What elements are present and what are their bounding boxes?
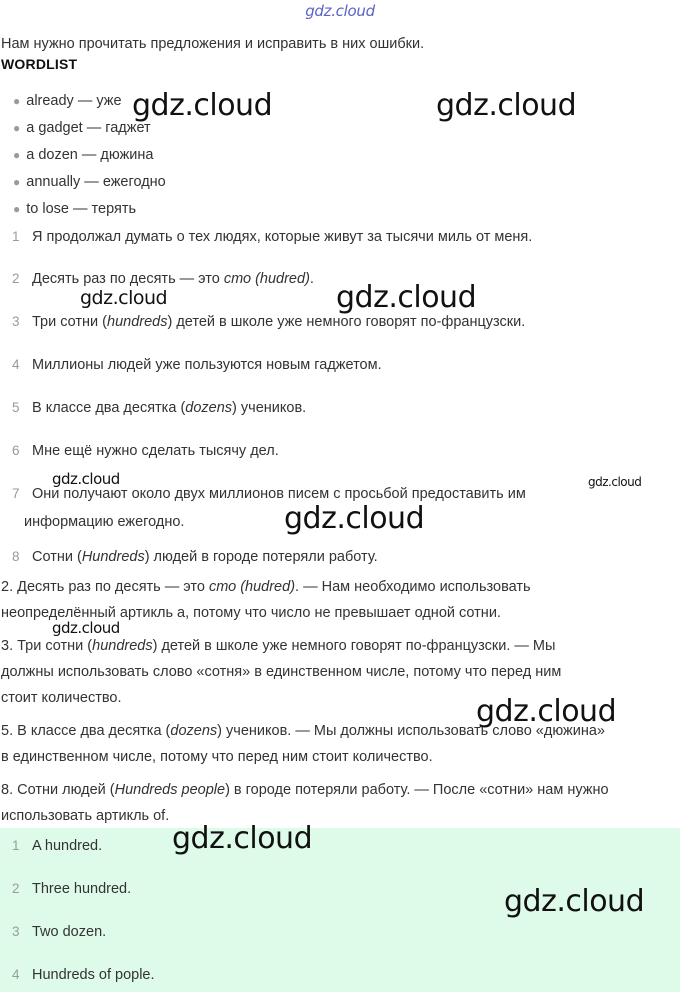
sentence-text: Миллионы людей уже пользуются новым гаджетом. [32,357,382,373]
watermark: gdz.cloud [52,470,120,488]
wordlist-item: ● annually — ежегодно [13,174,166,190]
wordlist-item: ● already — уже [13,93,122,109]
sentence-number: 5 [12,400,20,415]
explanation-line: 2. Десять раз по десять — это сто (hudred). — Нам необходимо использовать [1,579,531,595]
sentence-number: 7 [12,486,20,501]
explanation-line: должны использовать слово «сотня» в единственном числе, потому что перед ним [1,664,562,680]
wordlist-item: ● a dozen — дюжина [13,147,154,163]
sentence-text: Мне ещё нужно сделать тысячу дел. [32,443,279,459]
explanation-line: стоит количество. [1,690,122,706]
watermark: gdz.cloud [436,88,577,123]
bullet-icon: ● [13,94,21,108]
watermark: gdz.cloud [132,88,273,123]
watermark: gdz.cloud [504,884,645,919]
sentence-number: 6 [12,443,20,458]
explanation-line: в единственном числе, потому что перед ним стоит количество. [1,749,433,765]
answer-text: A hundred. [32,838,103,854]
answer-number: 4 [12,967,20,982]
answer-text: Three hundred. [32,881,132,897]
watermark: gdz.cloud [80,287,168,309]
explanation-line: 8. Сотни людей (Hundreds people) в городе потеряли работу. — После «сотни» нам нужно [1,782,609,798]
sentence-text: Сотни (Hundreds) людей в городе потеряли работу. [32,549,378,565]
answer-text: Two dozen. [32,924,107,940]
sentence-text: Десять раз по десять — это сто (hudred). [32,271,314,287]
sentence-number: 8 [12,549,20,564]
watermark: gdz.cloud [336,280,477,315]
sentence-number: 1 [12,229,20,244]
explanation-line: 5. В классе два десятка (dozens) учеников. — Мы должны использовать слово «дюжина» [1,723,605,739]
answer-number: 2 [12,881,20,896]
intro-text: Нам нужно прочитать предложения и исправить в них ошибки. [1,36,425,52]
answer-number: 1 [12,838,20,853]
wordlist-heading: WORDLIST [1,56,78,72]
wordlist-item: ● to lose — терять [13,201,137,217]
sentence-number: 2 [12,271,20,286]
sentence-number: 4 [12,357,20,372]
sentence-number: 3 [12,314,20,329]
bullet-icon: ● [13,202,21,216]
sentence-text: Они получают около двух миллионов писем с просьбой предоставить им [32,486,526,502]
sentence-text: Я продолжал думать о тех людях, которые живут за тысячи миль от меня. [32,229,533,245]
wordlist-item: ● a gadget — гаджет [13,120,151,136]
explanation-line: использовать артикль of. [1,808,170,824]
site-logo[interactable]: gdz.cloud [305,2,375,20]
explanation-line: неопределённый артикль a, потому что число не превышает одной сотни. [1,605,501,621]
watermark: gdz.cloud [476,694,617,729]
watermark: gdz.cloud [52,619,120,637]
answer-number: 3 [12,924,20,939]
bullet-icon: ● [13,148,21,162]
sentence-text: В классе два десятка (dozens) учеников. [32,400,307,416]
watermark: gdz.cloud [588,475,642,489]
bullet-icon: ● [13,121,21,135]
explanation-line: 3. Три сотни (hundreds) детей в школе уже немного говорят по-французски. — Мы [1,638,556,654]
watermark: gdz.cloud [172,821,313,856]
sentence-text: Три сотни (hundreds) детей в школе уже немного говорят по-французски. [32,314,526,330]
bullet-icon: ● [13,175,21,189]
watermark: gdz.cloud [284,501,425,536]
answer-text: Hundreds of pople. [32,967,155,983]
sentence-text-continued: информацию ежегодно. [24,514,185,530]
